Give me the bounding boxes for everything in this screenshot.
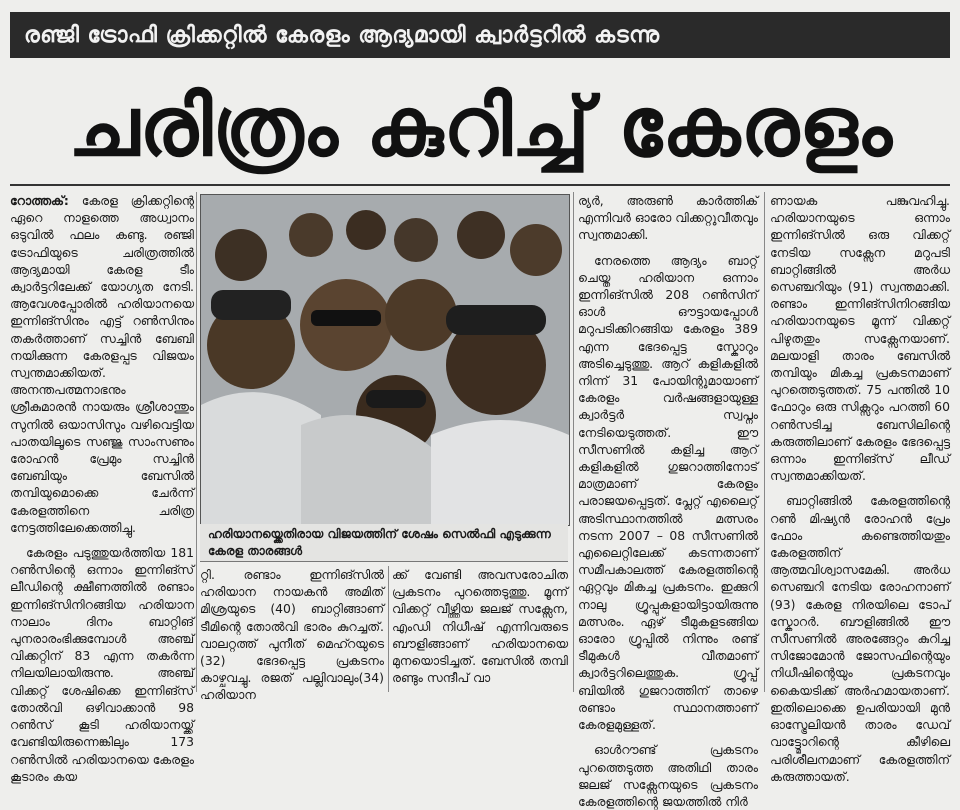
article-column-3 xyxy=(578,192,758,809)
paragraph: ര്യര്‍, അരുണ്‍ കാര്‍ത്തിക് എന്നിവര്‍ ഓരോ വിക്കറ്റുവീതവും സ്വന്തമാക്കി. xyxy=(578,193,758,243)
paragraph: കേരളം പടുത്തുയര്‍ത്തിയ 181 റണ്‍സിന്റെ ഒന്നാം ഇന്നിങ്സ് ലീഡിന്റെ ക്ഷീണത്തില്‍ രണ്ടാം ഇന്നിങ്സിനിറങ്ങിയ ഹരിയാന നാലാം ദിനം ബാറ്റിങ് പുനരാരംഭിക്കുമ്പോള്‍ അഞ്ച് വിക്കറ്റിന് 83 എന്ന തകര്‍ന്ന നിലയിലായിരുന്നു. അഞ്ച് വിക്കറ്റ് ശേഷിക്കെ ഇന്നിങ്സ് തോല്‍വി ഒഴിവാക്കാന്‍ 98 റണ്‍സ് കൂടി ഹരിയാനയ്ക്ക് വേണ്ടിയിരുന്നെങ്കിലും 173 റണ്‍സില്‍ ഹരിയാനയെ കേരളം കൂടാരം കയ xyxy=(10,545,194,784)
team-selfie-photo xyxy=(200,194,570,526)
column-divider xyxy=(573,192,574,692)
article-column-4 xyxy=(770,192,950,784)
article-column-2b xyxy=(392,566,568,692)
photo-illustration xyxy=(201,195,569,525)
column-divider xyxy=(196,192,197,692)
article-column-1 xyxy=(10,192,194,784)
paragraph: ബാറ്റിങ്ങില്‍ കേരളത്തിന്റെ റണ്‍ മിഷ്യന്‍ രോഹന്‍ പ്രേം ഫോം കണ്ടെത്തിയതും കേരളത്തിന് ആത്മവിശ്വാസമേകി. അര്‍ധ സെഞ്ചറി നേടിയ രോഹനാണ് (93) കേരള നിരയിലെ ടോപ് സ്കോറര്‍. ബൗളിങ്ങില്‍ ഈ സീസണില്‍ അരങ്ങേറ്റം കുറിച്ച സിജോമോന്‍ ജോസഫിന്റെയും നിധീഷിന്റെയും പ്രകടനവും കൈയടിക്ക് അര്‍ഹമായതാണ്. ഇതിലൊക്കെ ഉപരിയായി മുന്‍ ഓസ്ട്രേലിയന്‍ താരം ഡേവ് വാട്ട്മോറിന്റെ കീഴിലെ പരിശീലനമാണ് കേരളത്തിന് കരുത്തായത്. xyxy=(770,493,950,784)
article-column-2a xyxy=(200,566,384,703)
paragraph: ഓള്‍റൗണ്ട് പ്രകടനം പുറത്തെടുത്ത അതിഥി താരം ജലജ് സക്സേനയുടെ പ്രകടനം കേരളത്തിന്റെ ജയത്തില്‍ നിര്‍ xyxy=(578,742,758,809)
dateline: റോത്തക്: xyxy=(10,193,69,208)
divider xyxy=(10,184,950,186)
kicker-banner: രഞ്ജി ട്രോഫി ക്രിക്കറ്റില്‍ കേരളം ആദ്യമായി ക്വാര്‍ട്ടറില്‍ കടന്നു xyxy=(10,12,950,58)
paragraph: റ്റി. രണ്ടാം ഇന്നിങ്സില്‍ ഹരിയാന നായകന്‍ അമിത് മിശ്രയുടെ (40) ബാറ്റിങ്ങാണ് ടീമിന്റെ തോല്‍വി ഭാരം കുറച്ചത്. വാലറ്റത്ത് പുനീത് മെഹ്റയുടെ (32) ഭേദപ്പെട്ട പ്രകടനം കാഴ്ചവച്ചു. രജത് പല്ലിവാലും(34) ഹരിയാന xyxy=(200,567,384,703)
paragraph-text: കേരള ക്രിക്കറ്റിന്റെ ഏറെ നാളത്തെ അധ്വാനം ഒടുവില്‍ ഫലം കണ്ടു. രഞ്ജി ട്രോഫിയുടെ ചരിത്രത്തില്‍ ആദ്യമായി കേരള ടീം ക്വാര്‍ട്ടറിലേക്ക് യോഗ്യത നേടി. ആവേശപ്പോരില്‍ ഹരിയാനയെ ഇന്നിങ്സിനും എട്ട് റണ്‍സിനും തകര്‍ത്താണ് സച്ചിന്‍ ബേബി നയിക്കുന്ന കേരളപ്പട വിജയം സ്വന്തമാക്കിയത്. അനന്തപത്മനാഭനും ശ്രീകുമാരന്‍ നായരും ശ്രീശാന്തും സുനില്‍ ഒയാസിസും വഴിവെട്ടിയ പാതയിലൂടെ സഞ്ജു സാംസണും രോഹന്‍ പ്രേമും സച്ചിന്‍ ബേബിയും ബേസില്‍ തമ്പിയുമൊക്കെ ചേര്‍ന്ന് കേരളത്തിനെ ചരിത്ര നേട്ടത്തിലേക്കെത്തിച്ചു. xyxy=(10,193,194,535)
paragraph: നേരത്തെ ആദ്യം ബാറ്റ് ചെയ്ത ഹരിയാന ഒന്നാം ഇന്നിങ്സില്‍ 208 റണ്‍സിന് ഓള്‍ ഔട്ടായപ്പോള്‍ മറുപടിക്കിറങ്ങിയ കേരളം 389 എന്ന ഭേദപ്പെട്ട സ്കോറും അടിച്ചെടുത്തു. ആറ് കളികളില്‍ നിന്ന് 31 പോയിന്റുമായാണ് കേരളം വര്‍ഷങ്ങളായുള്ള ക്വാര്‍ട്ടര്‍ സ്വപ്നം നേടിയെടുത്തത്. ഈ സീസണില്‍ കളിച്ച ആറ് കളികളില്‍ ഗുജറാത്തിനോട് മാത്രമാണ് കേരളം പരാജയപ്പെട്ടത്. പ്ലേറ്റ് എലൈറ്റ് അടിസ്ഥാനത്തില്‍ മത്സരം നടന്ന 2007 – 08 സീസണില്‍ എലൈറ്റിലേക്ക് കടന്നതാണ് സമീപകാലത്ത് കേരളത്തിന്റെ ഏറ്റവും മികച്ച പ്രകടനം. ഇക്കുറി നാലു ഗ്രൂപ്പുകളായിട്ടായിരുന്നു മത്സരം. ഏഴ് ടീമുകളടങ്ങിയ ഓരോ ഗ്രൂപ്പില്‍ നിന്നും രണ്ട് ടീമുകള്‍ വീതമാണ് ക്വാര്‍ട്ടറിലെത്തുക. ഗ്രൂപ്പ് ബിയില്‍ ഗുജറാത്തിന് താഴെ രണ്ടാം സ്ഥാനത്താണ് കേരളമുള്ളത്. xyxy=(578,252,758,733)
photo-caption: ഹരിയാനയ്ക്കെതിരായ വിജയത്തിന് ശേഷം സെല്‍ഫി എടുക്കുന്ന കേരള താരങ്ങള്‍ xyxy=(200,524,568,562)
paragraph: ണായക പങ്കുവഹിച്ചു. ഹരിയാനയുടെ ഒന്നാം ഇന്നിങ്സില്‍ ഒരു വിക്കറ്റ് നേടിയ സക്സേന മറുപടി ബാറ്റിങ്ങില്‍ അര്‍ധ സെഞ്ചറിയും (91) സ്വന്തമാക്കി. രണ്ടാം ഇന്നിങ്സിനിറങ്ങിയ ഹരിയാനയുടെ മൂന്ന് വിക്കറ്റ് പിഴുതതും സക്സേനയാണ്. മലയാളി താരം ബേസില്‍ തമ്പിയും മികച്ച പ്രകടനമാണ് പുറത്തെടുത്തത്. 75 പന്തില്‍ 10 ഫോറും ഒരു സിക്സറും പറത്തി 60 റണ്‍സടിച്ച ബേസിലിന്റെ കരുത്തിലാണ് കേരളം ഭേദപ്പെട്ട ഒന്നാം ഇന്നിങ്സ് ലീഡ് സ്വന്തമാക്കിയത്. xyxy=(770,193,950,484)
paragraph: ക്ക് വേണ്ടി അവസരോചിത പ്രകടനം പുറത്തെടുത്തു. മൂന്ന് വിക്കറ്റ് വീഴ്ത്തിയ ജലജ് സക്സേന, എംഡി നിധീഷ് എന്നിവരുടെ ബൗളിങ്ങാണ് ഹരിയാനയെ മുനയൊടിച്ചത്. ബേസില്‍ തമ്പി രണ്ടും സന്ദീപ് വാ xyxy=(392,567,568,686)
column-divider xyxy=(388,566,389,692)
column-divider xyxy=(764,192,765,692)
headline: ചരിത്രം കുറിച്ച് കേരളം xyxy=(68,80,892,175)
paragraph xyxy=(10,192,194,536)
